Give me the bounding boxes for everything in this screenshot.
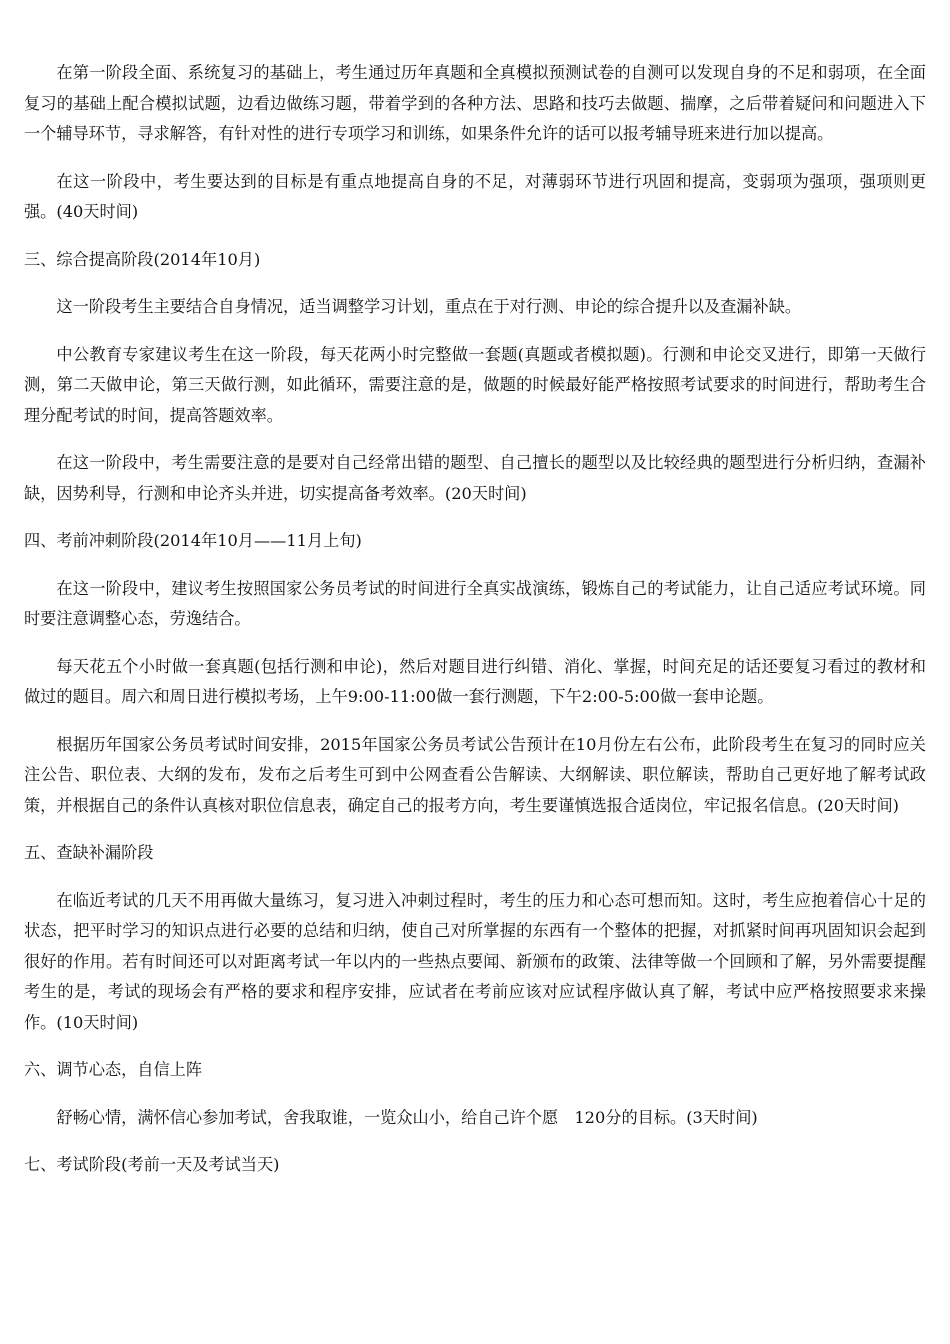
paragraph-stage5-review: 在临近考试的几天不用再做大量练习，复习进入冲刺过程时，考生的压力和心态可想而知。这时，考生应抱着信心十足的状态，把平时学习的知识点进行必要的总结和归纳，使自己对所掌握的东西有一个整体的把握，对抓紧时间再巩固知识会起到很好的作用。若有时间还可以对距离考试一年以内的一些热点要闻、新颁布的政策、法律等做一个回顾和了解，另外需要提醒考生的是，考试的现场会有严格的要求和程序安排，应试者在考前应该对应试程序做认真了解，考试中应严格按照要求来操作。(10天时间): [24, 890, 926, 1032]
section-heading-7: 七、考试阶段(考前一天及考试当天): [24, 1155, 280, 1174]
paragraph-stage2-method: 在第一阶段全面、系统复习的基础上，考生通过历年真题和全真模拟预测试卷的自测可以发现自身的不足和弱项，在全面复习的基础上配合模拟试题，边看边做练习题，带着学到的各种方法、思路和技巧去做题、揣摩，之后带着疑问和问题进入下一个辅导环节，寻求解答，有针对性的进行专项学习和训练，如果条件允许的话可以报考辅导班来进行加以提高。: [24, 63, 926, 143]
paragraph-stage3-advice: 中公教育专家建议考生在这一阶段，每天花两小时完整做一套题(真题或者模拟题)。行测和申论交叉进行，即第一天做行测，第二天做申论，第三天做行测，如此循环，需要注意的是，做题的时候最好能严格按照考试要求的时间进行，帮助考生合理分配考试的时间，提高答题效率。: [24, 344, 926, 425]
paragraph-stage4-schedule: 每天花五个小时做一套真题(包括行测和申论)，然后对题目进行纠错、消化、掌握，时间充足的话还要复习看过的教材和做过的题目。周六和周日进行模拟考场，上午9:00-11:00做一套行测题，下午2:00-5:00做一套申论题。: [24, 656, 926, 706]
section-heading-4: 四、考前冲刺阶段(2014年10月——11月上旬): [24, 531, 362, 550]
paragraph-stage2-goal: 在这一阶段中，考生要达到的目标是有重点地提高自身的不足，对薄弱环节进行巩固和提高，变弱项为强项，强项则更强。(40天时间): [24, 171, 926, 221]
section-heading-6: 六、调节心态，自信上阵: [24, 1060, 203, 1079]
paragraph-stage3-intro: 这一阶段考生主要结合自身情况，适当调整学习计划，重点在于对行测、申论的综合提升以及查漏补缺。: [56, 297, 802, 316]
section-heading-3: 三、综合提高阶段(2014年10月): [24, 249, 261, 269]
paragraph-stage6-mindset: 舒畅心情，满怀信心参加考试，舍我取谁，一览众山小，给自己许个愿 120分的目标。(3天时间): [56, 1107, 758, 1127]
paragraph-stage4-intro: 在这一阶段中，建议考生按照国家公务员考试的时间进行全真实战演练，锻炼自己的考试能力，让自己适应考试环境。同时要注意调整心态，劳逸结合。: [24, 578, 926, 628]
section-heading-5: 五、查缺补漏阶段: [24, 843, 154, 862]
paragraph-stage3-goal: 在这一阶段中，考生需要注意的是要对自己经常出错的题型、自己擅长的题型以及比较经典的题型进行分析归纳，查漏补缺，因势利导，行测和申论齐头并进，切实提高备考效率。(20天时间): [24, 453, 926, 503]
paragraph-stage4-announcement: 根据历年国家公务员考试时间安排，2015年国家公务员考试公告预计在10月份左右公布，此阶段考生在复习的同时应关注公告、职位表、大纲的发布，发布之后考生可到中公网查看公告解读、大纲解读、职位解读，帮助自己更好地了解考试政策，并根据自己的条件认真核对职位信息表，确定自己的报考方向，考生要谨慎选报合适岗位，牢记报名信息。(20天时间): [24, 734, 926, 815]
